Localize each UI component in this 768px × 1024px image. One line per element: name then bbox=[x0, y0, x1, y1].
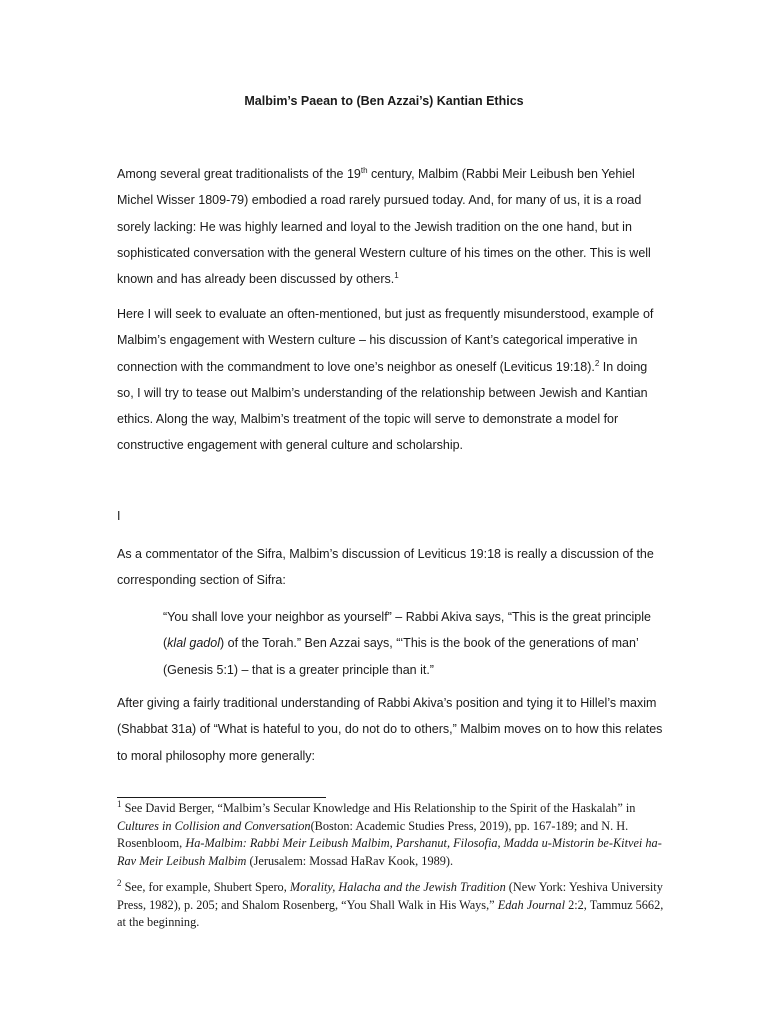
block-quote bbox=[163, 604, 665, 683]
footnote-ref-1[interactable]: 1 bbox=[394, 271, 399, 281]
paragraph-intro-text-b: century, Malbim (Rabbi Meir Leibush ben Yehiel Michel Wisser 1809-79) embodied a road rarely pursued today. And, for many of us, it is a road sorely lacking: He was highly learned and loyal to the Jewish tradition on the one hand, but in sophisticated conversation with the general Western culture of his times on the other. This is well known and has already been discussed by others. bbox=[117, 167, 651, 287]
footnote-2-text-b: (New York: Yeshiva University Press, 1982), p. 205; and Shalom Rosenberg, “You Shall Walk in His Ways,” bbox=[117, 880, 663, 912]
footnote-2-text-c: 2:2, Tammuz 5662, at the beginning. bbox=[117, 897, 664, 929]
superscript-th: th bbox=[360, 165, 368, 175]
footnote-1-text-a: See David Berger, “Malbim’s Secular Knowledge and His Relationship to the Spirit of the Haskalah” in bbox=[121, 801, 636, 815]
paragraph-sifra: As a commentator of the Sifra, Malbim’s discussion of Leviticus 19:18 is really a discussion of the corresponding section of Sifra: bbox=[117, 547, 654, 588]
footnote-divider bbox=[117, 797, 326, 798]
footnote-ref-2[interactable]: 2 bbox=[594, 358, 600, 368]
footnote-1-italic-2: Ha-Malbim: Rabbi Meir Leibush Malbim, Parshanut, Filosofia, Madda u-Mistorin be-Kitvei ha-Rav Meir Leibush Malbim bbox=[117, 836, 662, 868]
footnote-2 bbox=[117, 879, 665, 932]
footnote-1-italic-1: Cultures in Collision and Conversation bbox=[117, 818, 311, 833]
footnote-1 bbox=[117, 800, 665, 870]
paragraph-purpose-text-b: In doing so, I will try to tease out Malbim’s understanding of the relationship between Jewish and Kantian ethics. Along the way, Malbim’s treatment of the topic will serve to demonstrate a model for constructive engagement with general culture and scholarship. bbox=[117, 359, 648, 453]
footnote-2-text-a: See, for example, Shubert Spero, bbox=[121, 880, 290, 894]
paragraph-purpose bbox=[117, 301, 665, 459]
quote-text-a: “You shall love your neighbor as yourself” – Rabbi Akiva says, “This is the great principle ( bbox=[163, 610, 651, 651]
footnote-2-italic-1: Morality, Halacha and the Jewish Tradition bbox=[289, 880, 506, 894]
paragraph-intro-text-a: Among several great traditionalists of the 19 bbox=[117, 167, 361, 181]
quote-italic-term: klal gadol bbox=[167, 636, 220, 651]
paragraph-moral-philosophy: After giving a fairly traditional understanding of Rabbi Akiva’s position and tying it to Hillel’s maxim (Shabbat 31a) of “What is hateful to you, do not do to others,” Malbim moves on to how this relates to moral philosophy more generally: bbox=[117, 696, 663, 763]
footnote-2-italic-2: Edah Journal bbox=[497, 897, 565, 912]
footnote-1-text-c: (Jerusalem: Mossad HaRav Kook, 1989). bbox=[246, 853, 454, 868]
section-heading: I bbox=[117, 509, 121, 523]
footnote-1-number: 1 bbox=[117, 798, 122, 809]
document-title: Malbim’s Paean to (Ben Azzai’s) Kantian Ethics bbox=[244, 94, 524, 108]
paragraph-purpose-text-a: Here I will seek to evaluate an often-mentioned, but just as frequently misunderstood, example of Malbim’s engagement with Western culture – his discussion of Kant’s categorical imperative in connection with the commandment to love one’s neighbor as oneself (Leviticus 19:18). bbox=[117, 307, 654, 374]
footnote-2-number: 2 bbox=[117, 877, 122, 888]
footnote-1-text-b: (Boston: Academic Studies Press, 2019), pp. 167-189; and N. H. Rosenbloom, bbox=[117, 818, 629, 850]
quote-text-b: ) of the Torah.” Ben Azzai says, “‘This is the book of the generations of man’ (Genesis 5:1) – that is a greater principle than it.” bbox=[163, 636, 639, 677]
paragraph-intro bbox=[117, 161, 665, 292]
